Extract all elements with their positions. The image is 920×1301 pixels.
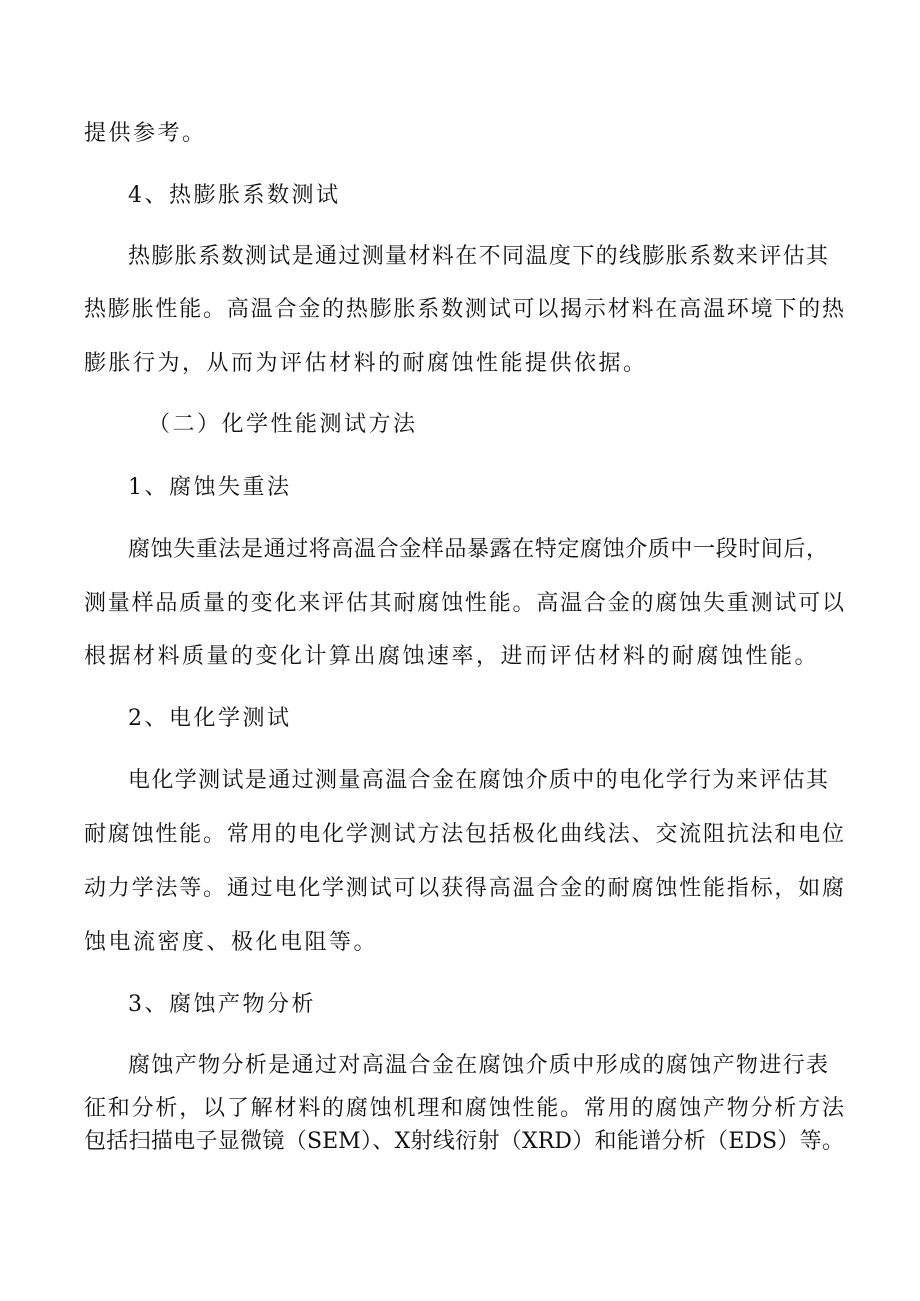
part-heading-chemical-tests: （二）化学性能测试方法 (148, 412, 418, 437)
paragraph-line: 动力学法等。通过电化学测试可以获得高温合金的耐腐蚀性能指标，如腐 (84, 876, 844, 901)
section-heading-weight-loss: 1、腐蚀失重法 (128, 475, 292, 500)
paragraph-line: 电化学测试是通过测量高温合金在腐蚀介质中的电化学行为来评估其 (128, 768, 828, 793)
paragraph-line: 热膨胀性能。高温合金的热膨胀系数测试可以揭示材料在高温环境下的热 (84, 297, 844, 322)
paragraph-line: 热膨胀系数测试是通过测量材料在不同温度下的线膨胀系数来评估其 (128, 244, 828, 269)
paragraph-line: 测量样品质量的变化来评估其耐腐蚀性能。高温合金的腐蚀失重测试可以 (84, 591, 844, 616)
section-heading-corrosion-products: 3、腐蚀产物分析 (128, 992, 316, 1017)
paragraph-line: 蚀电流密度、极化电阻等。 (84, 930, 379, 955)
paragraph-line: 包括扫描电子显微镜（SEM）、X射线衍射（XRD）和能谱分析（EDS）等。 (84, 1129, 844, 1154)
paragraph-line: 腐蚀失重法是通过将高温合金样品暴露在特定腐蚀介质中一段时间后， (128, 537, 828, 562)
paragraph-line: 征和分析，以了解材料的腐蚀机理和腐蚀性能。常用的腐蚀产物分析方法 (84, 1096, 844, 1121)
paragraph-line: 膨胀行为，从而为评估材料的耐腐蚀性能提供依据。 (84, 351, 648, 376)
section-heading-thermal-expansion: 4、热膨胀系数测试 (128, 183, 341, 208)
paragraph-line: 腐蚀产物分析是通过对高温合金在腐蚀介质中形成的腐蚀产物进行表 (128, 1053, 828, 1078)
paragraph-line: 根据材料质量的变化计算出腐蚀速率，进而评估材料的耐腐蚀性能。 (84, 644, 820, 669)
section-heading-electrochemical: 2、电化学测试 (128, 706, 292, 731)
paragraph-line: 提供参考。 (84, 121, 207, 146)
paragraph-line: 耐腐蚀性能。常用的电化学测试方法包括极化曲线法、交流阻抗法和电位 (84, 822, 844, 847)
